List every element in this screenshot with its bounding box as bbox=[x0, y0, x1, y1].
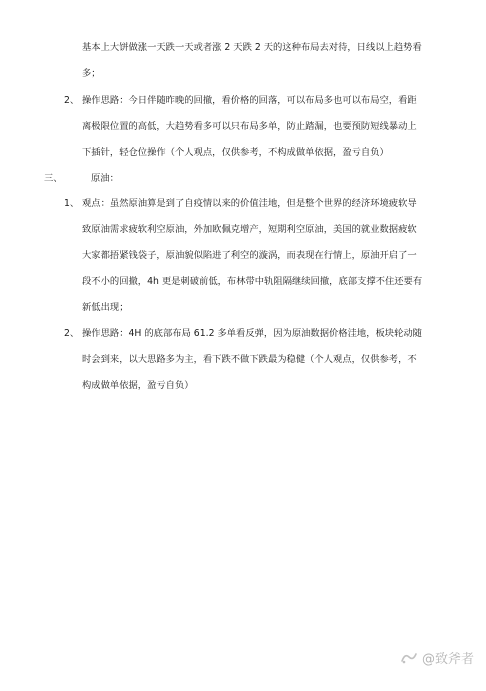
list-number: 2、 bbox=[64, 328, 80, 339]
paragraph-line: 构成做单依据，盈亏自负） bbox=[82, 380, 194, 391]
paragraph-line: 观点：虽然原油算是到了自疫情以来的价值洼地，但是整个世界的经济环境疲软导 bbox=[82, 198, 417, 209]
paragraph-line: 时会到来，以大思路多为主，看下跌不做下跌最为稳健（个人观点，仅供参考，不 bbox=[82, 354, 417, 365]
watermark bbox=[400, 648, 474, 667]
section-number: 三、 bbox=[44, 173, 63, 184]
paragraph-line: 致原油需求疲软利空原油，外加欧佩克增产，短期利空原油，美国的就业数据疲软 bbox=[82, 224, 417, 235]
paragraph-line: 新低出现； bbox=[82, 302, 129, 313]
zhihu-style-logo-icon bbox=[400, 651, 418, 665]
paragraph-line: 下插针，轻仓位操作（个人观点，仅供参考，不构成做单依据，盈亏自负） bbox=[82, 147, 389, 158]
paragraph-line: 操作思路：今日伴随昨晚的回撤，看价格的回落，可以布局多也可以布局空，看距 bbox=[82, 95, 417, 106]
paragraph-line: 段不小的回撤，4h 更是刺破前低，布林带中轨阻隔继续回撤，底部支撑不住还要有 bbox=[82, 276, 423, 287]
paragraph-line: 多； bbox=[82, 68, 101, 79]
paragraph-line: 大家都捂紧钱袋子，原油貌似陷进了利空的漩涡，而表现在行情上，原油开启了一 bbox=[82, 250, 417, 261]
paragraph-line: 离极限位置的高低，大趋势看多可以只布局多单，防止踏漏，也要预防短线暴动上 bbox=[82, 121, 417, 132]
watermark-text: @致斧者 bbox=[421, 652, 474, 667]
paragraph-line: 操作思路：4H 的底部布局 61.2 多单看反弹，因为原油数据价格洼地，板块轮动随 bbox=[82, 328, 422, 339]
list-number: 1、 bbox=[64, 198, 80, 209]
list-number: 2、 bbox=[64, 95, 80, 106]
section-title: 原油： bbox=[91, 173, 119, 184]
paragraph-line: 基本上大饼做涨一天跌一天或者涨 2 天跌 2 天的这种布局去对待，日线以上趋势看 bbox=[82, 42, 422, 53]
